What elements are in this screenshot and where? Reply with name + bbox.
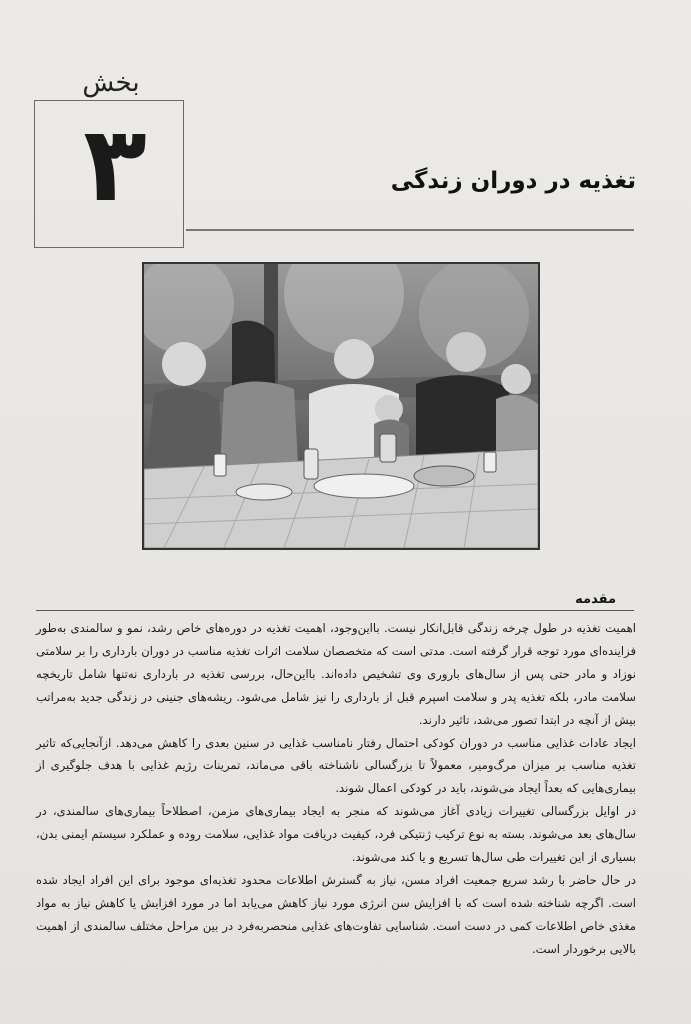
chapter-label: بخش [82,68,140,98]
section-heading: مقدمه [575,592,616,607]
paragraph: در اوایل بزرگسالی تغییرات زیادی آغاز می‌شوند که منجر به ایجاد بیماری‌های مزمن، اصطلاحاً بیماری‌های سالمندی، در سال‌های بعد می‌شوند. بسته به نوع ترکیب ژنتیکی فرد، کیفیت دریافت مواد غذایی، سلامت روده و عملکرد سیستم ایمنی بدن، بسیاری از این تغییرات طی سال‌ها تسریع و یا کند می‌شوند. [36,804,636,865]
chapter-number: ۳ [83,103,147,225]
paragraph: ایجاد عادات غذایی مناسب در دوران کودکی احتمال رفتار نامناسب غذایی در سنین بعدی را کاهش می‌دهد. ازآنجایی‌که تاثیر تغذیه مناسب بر میزان مرگ‌ومیر، معمولاً تا بزرگسالی ناشناخته باقی می‌ماند، تمرینات رژیم غذایی با هدف جلوگیری از بیماری‌هایی که بعداً ایجاد می‌شوند، باید در کودکی اعمال شوند. [36,735,636,796]
title-divider [186,229,634,231]
paragraph: اهمیت تغذیه در طول چرخه زندگی قابل‌انکار نیست. بااین‌وجود، اهمیت تغذیه در دوره‌های خاص رشد، نمو و سالمندی به‌طور فزاینده‌ای مورد توجه قرار گرفته است. مدتی است که متخصصان سلامت اثرات تغذیه مناسب در دوران بارداری را بر سلامتی نوزاد و مادر حتی پس از سال‌های باروری وی تشخیص داده‌اند. بااین‌حال، بررسی تغذیه در بارداری نه‌تنها شامل تاریخچه سلامت مادر، بلکه تغذیه پدر و سلامت اسپرم قبل از بارداری را نیز شامل می‌شود. ریشه‌های جنینی در زندگی جدید به‌مراتب بیش از آنچه در ابتدا تصور می‌شد، تاثیر دارند. [36,621,636,727]
family-meal-photo [142,262,540,550]
body-text [36,617,636,961]
paragraph: در حال حاضر با رشد سریع جمعیت افراد مسن، نیاز به گسترش اطلاعات محدود تغذیه‌ای موجود برای این افراد ایجاد شده است. اگرچه شناخته شده است که با افزایش سن انرژی مورد نیاز کاهش می‌یابد اما در مورد افزایش یا کاهش نیاز به مواد مغذی خاص اطلاعات کمی در دست است. شناسایی تفاوت‌های غذایی منحصربه‌فرد در بین مراحل مختلف سالمندی از اهمیت بالایی برخوردار است. [36,872,636,956]
chapter-title: تغذیه در دوران زندگی [390,168,636,194]
section-divider [36,610,634,611]
